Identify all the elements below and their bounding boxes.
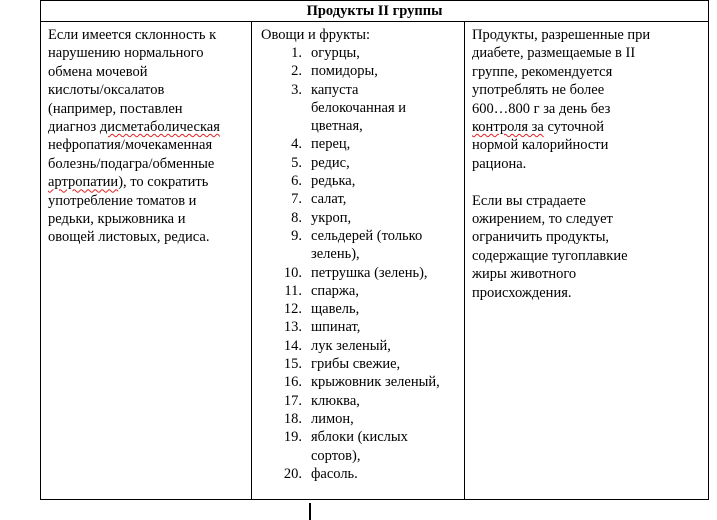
- list-item-number: 14.: [283, 337, 302, 354]
- list-item-number: 11.: [284, 282, 302, 299]
- list-item-line: сельдерей (только: [311, 227, 423, 244]
- list-item-line: яблоки (кислых: [311, 429, 408, 446]
- spellcheck-flagged-word[interactable]: контроля за: [472, 119, 544, 136]
- text-line: рациона.: [472, 155, 527, 172]
- list-item-number: 7.: [291, 191, 302, 208]
- list-item: [252, 264, 462, 282]
- list-item-line: спаржа,: [311, 282, 359, 299]
- list-item: [252, 392, 462, 410]
- list-item: [252, 154, 462, 172]
- text-line: употреблять не более: [472, 82, 605, 99]
- text-line: ожирением, то следует: [472, 211, 613, 228]
- list-item-line: капуста: [311, 81, 359, 98]
- list-item-text: [302, 227, 422, 264]
- list-item: [252, 428, 462, 465]
- list-item-number: 18.: [283, 410, 302, 427]
- list-item-line: цветная,: [311, 118, 363, 135]
- list-item-text: [302, 318, 360, 336]
- list-item: [252, 300, 462, 318]
- list-item: [252, 209, 462, 227]
- list-item: [252, 410, 462, 428]
- vegetables-heading: Овощи и фрукты:: [261, 27, 371, 43]
- list-item-line: сортов),: [311, 447, 361, 464]
- list-item-line: помидоры,: [311, 63, 378, 80]
- list-item-number: 19.: [283, 429, 302, 446]
- text-fragment: ), то сократить: [118, 174, 209, 191]
- vegetables-list: [252, 44, 462, 483]
- text-line: содержащие тугоплавкие: [472, 247, 628, 264]
- list-item-number: 9.: [291, 227, 302, 244]
- list-item: [252, 282, 462, 300]
- text-line: [48, 118, 245, 136]
- list-item-number: 2.: [291, 63, 302, 80]
- list-item-number: 12.: [283, 301, 302, 318]
- products-table: [40, 0, 709, 500]
- spellcheck-flagged-word[interactable]: дисметаболическая: [99, 119, 220, 136]
- text-line: нарушению нормального: [48, 45, 204, 62]
- list-item-text: [302, 410, 354, 428]
- right-column-cell[interactable]: [465, 22, 709, 500]
- list-item-line: укроп,: [311, 209, 352, 226]
- text-line: [472, 118, 702, 136]
- header-row: [41, 1, 709, 22]
- list-item: [252, 135, 462, 153]
- list-item-line: крыжовник зеленый,: [311, 374, 440, 391]
- text-fragment: суточной: [543, 119, 605, 136]
- list-item-line: щавель,: [311, 301, 360, 318]
- text-line: нефропатия/мочекаменная: [48, 137, 213, 154]
- list-item: [252, 44, 462, 62]
- list-item-line: зелень),: [311, 246, 360, 263]
- middle-column-cell[interactable]: [252, 22, 465, 500]
- text-line: ограничить продукты,: [472, 229, 610, 246]
- list-item: [252, 227, 462, 264]
- list-item-number: 15.: [283, 356, 302, 373]
- list-item-text: [302, 465, 358, 483]
- list-item-number: 16.: [283, 374, 302, 391]
- list-item-line: грибы свежие,: [311, 356, 401, 373]
- list-item-number: 4.: [291, 136, 302, 153]
- list-item-text: [302, 172, 355, 190]
- list-item: [252, 373, 462, 391]
- list-item-text: [302, 264, 428, 282]
- text-line: Если имеется склонность к: [48, 27, 217, 43]
- text-line: происхождения.: [472, 284, 572, 301]
- list-item-line: петрушка (зелень),: [311, 264, 428, 281]
- text-line: обмена мочевой: [48, 63, 148, 80]
- text-line: употребление томатов и: [48, 192, 197, 209]
- list-item-number: 17.: [283, 392, 302, 409]
- text-line: (например, поставлен: [48, 100, 183, 117]
- list-item-line: салат,: [311, 191, 347, 208]
- list-item: [252, 355, 462, 373]
- list-item-number: 10.: [283, 264, 302, 281]
- text-line: редьки, крыжовника и: [48, 211, 186, 228]
- right-column-paragraph-2: [472, 192, 702, 302]
- text-line: болезнь/подагра/обменные: [48, 155, 215, 172]
- list-item-text: [302, 355, 400, 373]
- list-item-number: 1.: [291, 45, 302, 61]
- list-item-text: [302, 44, 360, 62]
- content-row: [41, 22, 709, 500]
- list-item-number: 20.: [283, 465, 302, 482]
- text-line: Если вы страдаете: [472, 192, 586, 209]
- list-item-text: [302, 154, 350, 172]
- list-item: [252, 318, 462, 336]
- text-line: нормой калорийности: [472, 137, 609, 154]
- list-item-line: перец,: [311, 136, 351, 153]
- list-item-text: [302, 81, 406, 136]
- list-item-text: [302, 135, 350, 153]
- list-item-number: 3.: [291, 81, 302, 98]
- table-header: [41, 1, 709, 22]
- text-line: кислоты/оксалатов: [48, 82, 165, 99]
- left-column-text: [48, 26, 245, 247]
- text-fragment: диагноз: [48, 119, 100, 136]
- table-header-text[interactable]: Продукты II группы: [306, 3, 443, 19]
- spellcheck-flagged-word[interactable]: артропатии: [48, 174, 119, 191]
- list-item: [252, 190, 462, 208]
- paragraph-gap: [472, 173, 702, 191]
- list-item: [252, 62, 462, 80]
- list-item-line: белокочанная и: [311, 99, 407, 116]
- text-line: жиры животного: [472, 266, 577, 283]
- list-item: [252, 81, 462, 136]
- list-item-line: фасоль.: [311, 465, 358, 482]
- right-column-paragraph-1: [472, 26, 702, 173]
- list-item: [252, 172, 462, 190]
- list-item-text: [302, 392, 360, 410]
- list-item-text: [302, 209, 351, 227]
- list-item-text: [302, 428, 408, 465]
- list-item-text: [302, 373, 440, 391]
- text-line: овощей листовых, редиса.: [48, 229, 210, 246]
- list-item-text: [302, 62, 378, 80]
- list-item-line: шпинат,: [311, 319, 361, 336]
- left-column-cell[interactable]: [41, 22, 252, 500]
- list-item-text: [302, 337, 391, 355]
- list-item-line: огурцы,: [311, 45, 360, 61]
- list-item-number: 13.: [283, 319, 302, 336]
- text-line: [48, 173, 245, 191]
- list-item-text: [302, 190, 346, 208]
- text-line: 600…800 г за день без: [472, 100, 611, 117]
- list-item-line: редис,: [311, 154, 350, 171]
- list-item: [252, 337, 462, 355]
- list-item-number: 8.: [291, 209, 302, 226]
- list-item-text: [302, 300, 359, 318]
- text-line: диабете, размещаемые в II: [472, 45, 636, 62]
- text-line: группе, рекомендуется: [472, 63, 613, 80]
- list-item-text: [302, 282, 359, 300]
- list-item-line: редька,: [311, 173, 356, 190]
- text-cursor: [309, 503, 311, 520]
- list-item: [252, 465, 462, 483]
- text-line: Продукты, разрешенные при: [472, 27, 651, 43]
- list-item-line: клюква,: [311, 392, 360, 409]
- list-item-line: лук зеленый,: [311, 337, 391, 354]
- list-item-number: 5.: [291, 154, 302, 171]
- list-item-line: лимон,: [311, 410, 354, 427]
- list-item-number: 6.: [291, 173, 302, 190]
